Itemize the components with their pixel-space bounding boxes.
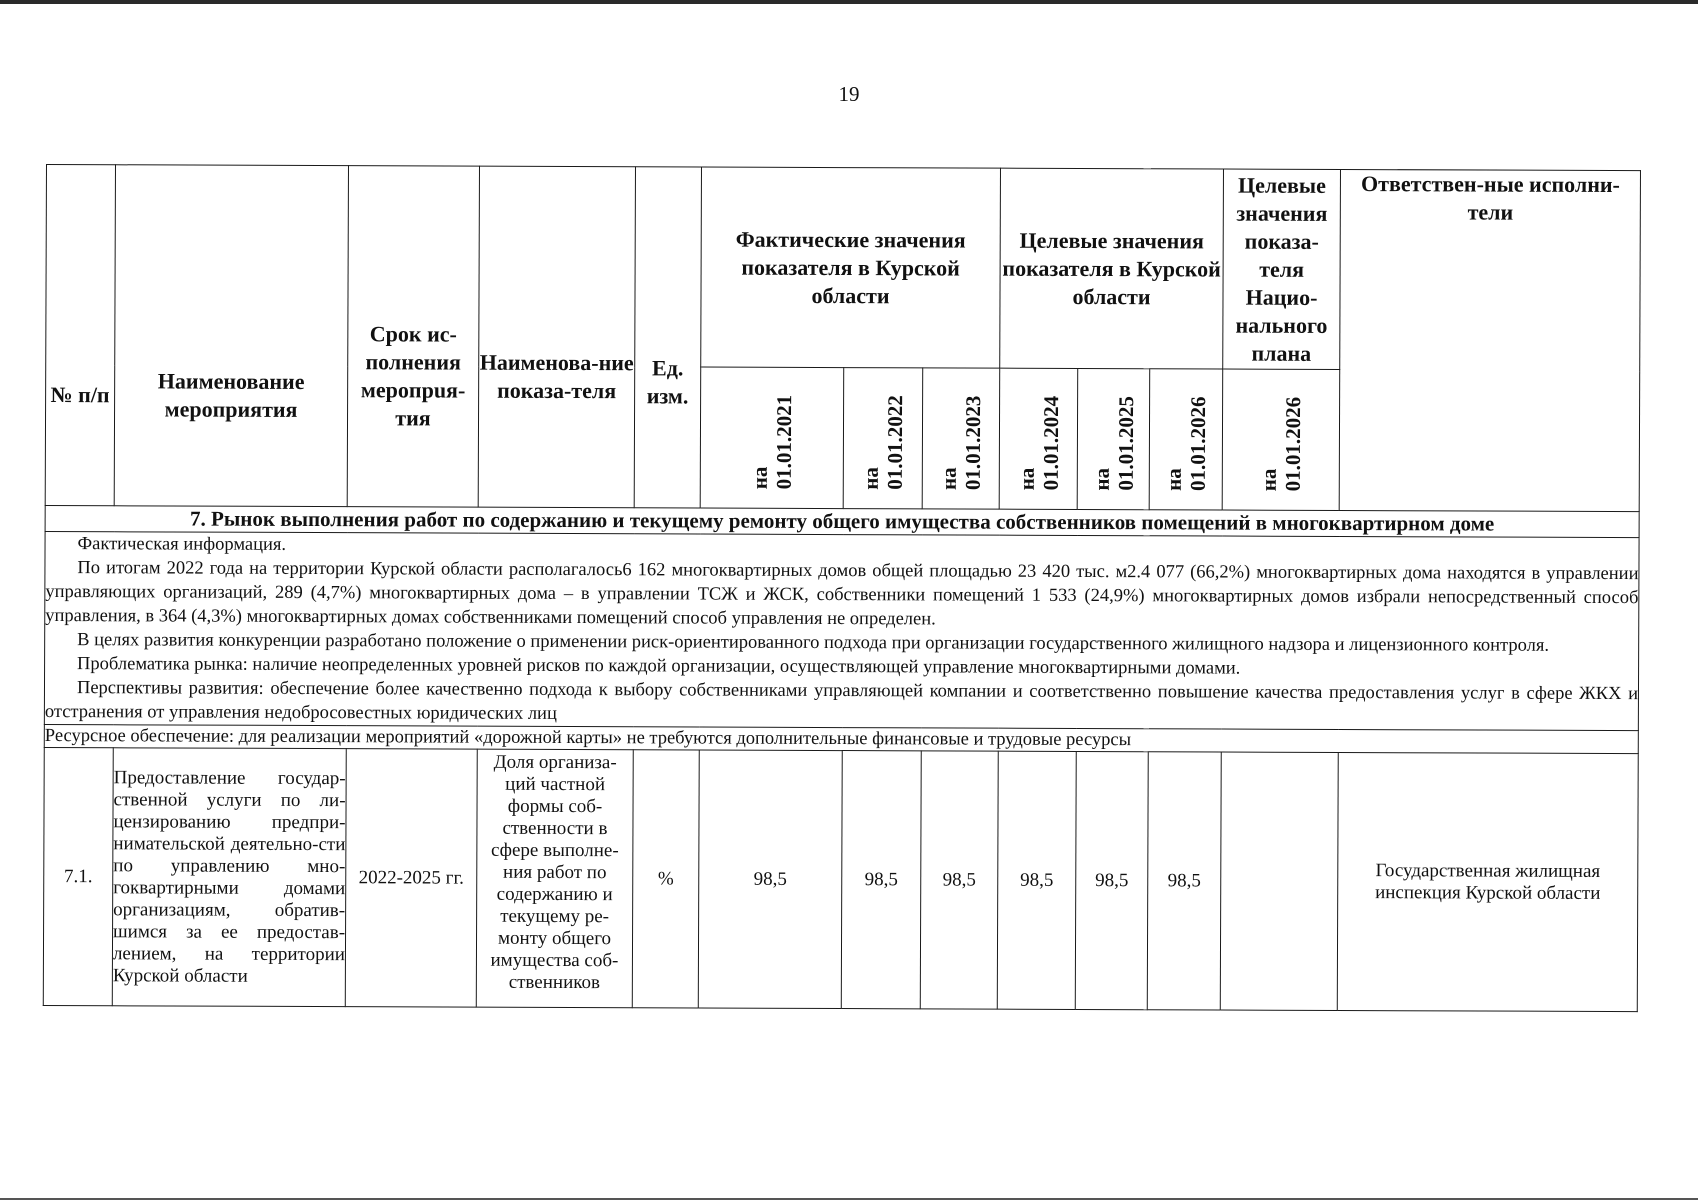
header-target-values: Целевые значения показателя в Курской области xyxy=(1000,168,1224,369)
info-row xyxy=(44,531,1639,730)
header-date-national-2026: на 01.01.2026 xyxy=(1222,369,1340,510)
header-row-1 xyxy=(46,165,1641,371)
header-num: № п/п xyxy=(45,165,115,506)
row-unit: % xyxy=(632,750,699,1008)
row-value-2026: 98,5 xyxy=(1147,752,1221,1010)
header-indicator-name: Наименова-ние показа-теля xyxy=(478,166,635,508)
row-value-national-2026 xyxy=(1220,752,1338,1010)
scan-edge-top xyxy=(0,0,1698,4)
row-value-2023: 98,5 xyxy=(920,751,998,1009)
info-problems: Проблематика рынка: наличие неопределенных уровней рисков по каждой организации, осуществляющей управление многоквартирными домами. xyxy=(77,654,1241,679)
row-value-2024: 98,5 xyxy=(997,751,1076,1009)
header-event-name: Наименование мероприятия xyxy=(114,165,348,507)
row-value-2021: 98,5 xyxy=(698,750,842,1009)
header-date-2022: на 01.01.2022 xyxy=(843,368,923,509)
header-date-2021: на 01.01.2021 xyxy=(700,367,844,509)
roadmap-table xyxy=(43,164,1641,1012)
info-development: В целях развития конкуренции разработано положение о применении риск-ориентированного подхода при организации государственного жилищного надзора и лицензионного контроля. xyxy=(77,630,1550,656)
row-responsible: Государственная жилищная инспекция Курской области xyxy=(1337,752,1638,1011)
section-title: 7. Рынок выполнения работ по содержанию и текущему ремонту общего имущества собственников помещений в многоквартирном доме xyxy=(45,505,1639,537)
header-date-2025: на 01.01.2025 xyxy=(1077,368,1150,509)
row-event: Предоставление государ-ственной услуги по ли-цензированию предпри-нимательской деятельно-сти по управлению мно-гоквартирными домами организациям, обратив-шимся за ее предостав-лением, на территории Курской области xyxy=(112,748,346,1007)
header-date-2024: на 01.01.2024 xyxy=(999,368,1078,509)
header-national-values: Целевые значения показа-теля Нацио-нального плана xyxy=(1223,169,1341,369)
header-date-2026: на 01.01.2026 xyxy=(1149,369,1223,510)
row-num: 7.1. xyxy=(43,747,113,1005)
header-unit: Ед. изм. xyxy=(634,167,701,508)
resource-provision: Ресурсное обеспечение: для реализации мероприятий «дорожной карты» не требуются дополнительные финансовые и трудовые ресурсы xyxy=(44,724,1638,753)
header-deadline: Срок ис-полнения меропрuя-тия xyxy=(347,166,479,508)
info-heading: Фактическая информация. xyxy=(77,534,287,555)
header-actual-values: Фактические значения показателя в Курской области xyxy=(701,167,1001,368)
header-date-2023: на 01.01.2023 xyxy=(922,368,1000,509)
row-indicator: Доля организа-ций частной формы соб-ственности в сфере выполне-ния работ по содержанию и текущему ре-монту общего имущества соб-ственников xyxy=(476,749,633,1008)
table-row xyxy=(43,747,1638,1011)
row-value-2025: 98,5 xyxy=(1075,751,1148,1009)
factual-information xyxy=(44,531,1639,730)
header-responsible: Ответствен-ные исполни-тели xyxy=(1339,169,1640,511)
info-prospects: Перспективы развития: обеспечение более качественно подхода к выбору собственниками управляющей компании и соответственно повышение качества предоставления услуг в сфере ЖКХ и отстранения от управления недобросовестных юридических лиц xyxy=(44,678,1639,724)
row-deadline: 2022-2025 гг. xyxy=(345,749,477,1008)
info-summary: По итогам 2022 года на территории Курской области располагалось6 162 многоквартирных домов общей площадью 23 420 тыс. м2.4 077 (66,2%) многоквартирных дома находятся в управлении управляющих организаций, 289 (4,7%) многоквартирных дома – в управлении ТСЖ и ЖСК, собственники помещений 1 533 (24,9%) многоквартирных домов избрали непосредственный способ управления, в 364 (4,3%) многоквартирных домах собственниками помещений способ управления не определен. xyxy=(45,558,1639,630)
row-value-2022: 98,5 xyxy=(841,751,921,1009)
page-number: 19 xyxy=(838,82,860,106)
